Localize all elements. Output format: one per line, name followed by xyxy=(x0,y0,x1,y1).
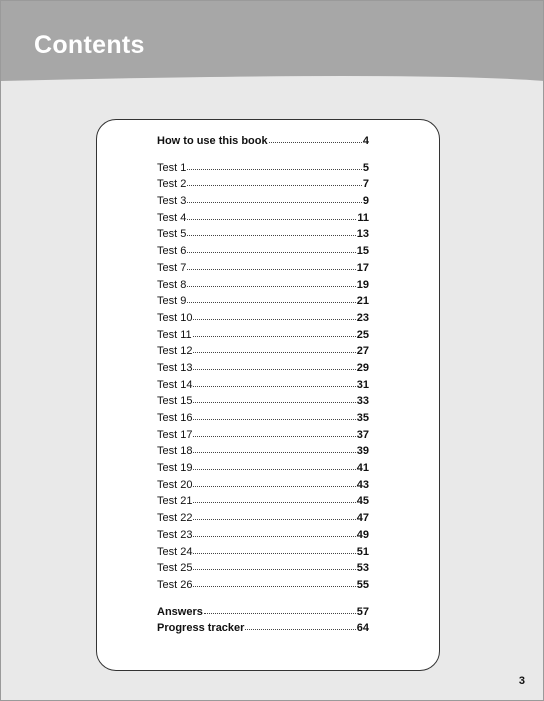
dot-leader xyxy=(193,586,355,587)
toc-entry-test[interactable] xyxy=(157,495,369,512)
toc-entry-test[interactable] xyxy=(157,345,369,362)
toc-entry-label: Test 22 xyxy=(157,512,193,525)
toc-entry-page: 31 xyxy=(356,378,369,391)
dot-leader xyxy=(193,369,355,370)
toc-entry-page: 9 xyxy=(362,195,369,208)
contents-list xyxy=(157,135,369,639)
dot-leader xyxy=(193,319,355,320)
toc-entry-page: 11 xyxy=(357,211,369,224)
toc-entry-test[interactable] xyxy=(157,579,369,596)
toc-entry-page: 64 xyxy=(356,622,369,635)
toc-entry-how-to-use[interactable] xyxy=(157,135,369,152)
toc-entry-label: Test 17 xyxy=(157,428,193,441)
dot-leader xyxy=(187,169,362,170)
dot-leader xyxy=(193,402,355,403)
toc-entry-test[interactable] xyxy=(157,462,369,479)
toc-entry-page: 19 xyxy=(356,278,369,291)
dot-leader xyxy=(187,269,355,270)
toc-entry-page: 27 xyxy=(356,345,369,358)
toc-entry-progress-tracker[interactable] xyxy=(157,622,369,639)
toc-entry-page: 55 xyxy=(356,578,369,591)
dot-leader xyxy=(187,219,356,220)
page-number: 3 xyxy=(518,675,525,687)
toc-entry-test[interactable] xyxy=(157,479,369,496)
toc-entry-label: Test 26 xyxy=(157,578,193,591)
toc-entry-page: 35 xyxy=(356,412,369,424)
dot-leader xyxy=(193,452,355,453)
toc-entry-page: 29 xyxy=(356,361,369,374)
toc-entry-test[interactable] xyxy=(157,329,369,346)
toc-entry-test[interactable] xyxy=(157,445,369,462)
toc-entry-test[interactable] xyxy=(157,395,369,412)
dot-leader xyxy=(193,436,355,437)
toc-entry-label: Test 8 xyxy=(157,278,187,291)
toc-entry-test[interactable] xyxy=(157,245,369,262)
page-title: Contents xyxy=(34,31,145,59)
toc-entry-label: Progress tracker xyxy=(157,622,245,635)
toc-entry-label: Test 5 xyxy=(157,228,187,241)
toc-entry-label: Test 20 xyxy=(157,478,193,491)
toc-entry-page: 5 xyxy=(362,161,369,174)
toc-entry-test[interactable] xyxy=(157,195,369,212)
toc-entry-label: Test 13 xyxy=(157,361,193,374)
toc-entry-page: 33 xyxy=(356,395,369,408)
dot-leader xyxy=(193,386,355,387)
toc-entry-page: 41 xyxy=(356,462,369,475)
dot-leader xyxy=(193,536,355,537)
dot-leader xyxy=(187,252,355,253)
toc-entry-answers[interactable] xyxy=(157,606,369,623)
toc-entry-test[interactable] xyxy=(157,362,369,379)
toc-entry-test[interactable] xyxy=(157,228,369,245)
toc-entry-test[interactable] xyxy=(157,295,369,312)
toc-entry-label: Test 10 xyxy=(157,311,193,324)
dot-leader xyxy=(193,569,355,570)
toc-entry-label: Test 14 xyxy=(157,378,193,391)
dot-leader xyxy=(187,202,362,203)
dot-leader xyxy=(193,336,356,337)
toc-entry-page: 7 xyxy=(362,178,369,191)
dot-leader xyxy=(245,629,355,630)
dot-leader xyxy=(193,486,355,487)
toc-entry-page: 13 xyxy=(356,228,369,241)
toc-entry-label: Test 1 xyxy=(157,161,187,174)
dot-leader xyxy=(187,185,362,186)
toc-entry-page: 21 xyxy=(356,295,369,308)
dot-leader xyxy=(204,613,356,614)
dot-leader xyxy=(193,469,355,470)
toc-entry-label: Test 9 xyxy=(157,295,187,308)
toc-entry-label: Test 3 xyxy=(157,195,187,208)
toc-entry-page: 39 xyxy=(356,445,369,458)
dot-leader xyxy=(269,142,362,143)
toc-entry-label: How to use this book xyxy=(157,135,268,147)
toc-entry-page: 4 xyxy=(362,135,369,147)
toc-entry-test[interactable] xyxy=(157,212,369,229)
toc-entry-test[interactable] xyxy=(157,512,369,529)
toc-entry-label: Test 18 xyxy=(157,445,193,458)
toc-entry-label: Test 6 xyxy=(157,245,187,258)
dot-leader xyxy=(187,286,355,287)
toc-entry-test[interactable] xyxy=(157,546,369,563)
dot-leader xyxy=(193,519,355,520)
toc-entry-label: Test 2 xyxy=(157,178,187,191)
toc-entry-label: Test 16 xyxy=(157,412,193,424)
toc-entry-page: 57 xyxy=(356,605,369,618)
toc-entry-page: 15 xyxy=(356,245,369,258)
toc-entry-test[interactable] xyxy=(157,262,369,279)
toc-entry-page: 49 xyxy=(356,528,369,541)
contents-card xyxy=(96,119,440,671)
toc-entry-page: 23 xyxy=(356,311,369,324)
toc-entry-label: Test 11 xyxy=(157,328,192,341)
dot-leader xyxy=(193,419,355,420)
toc-entry-test[interactable] xyxy=(157,429,369,446)
toc-entry-test[interactable] xyxy=(157,529,369,546)
toc-entry-test[interactable] xyxy=(157,178,369,195)
toc-entry-test[interactable] xyxy=(157,279,369,296)
toc-entry-page: 47 xyxy=(356,512,369,525)
toc-entry-page: 37 xyxy=(356,428,369,441)
toc-entry-test[interactable] xyxy=(157,312,369,329)
toc-entry-label: Test 23 xyxy=(157,528,193,541)
toc-entry-label: Test 21 xyxy=(157,495,193,508)
dot-leader xyxy=(193,553,355,554)
toc-entry-label: Test 12 xyxy=(157,345,193,358)
toc-entry-label: Test 24 xyxy=(157,545,193,558)
toc-entry-test[interactable] xyxy=(157,412,369,429)
dot-leader xyxy=(187,235,355,236)
dot-leader xyxy=(187,302,355,303)
toc-entry-label: Test 19 xyxy=(157,462,193,475)
dot-leader xyxy=(193,352,355,353)
toc-entry-page: 53 xyxy=(356,562,369,575)
toc-entry-label: Test 15 xyxy=(157,395,193,408)
toc-entry-test[interactable] xyxy=(157,162,369,179)
toc-entry-page: 45 xyxy=(356,495,369,508)
toc-entry-page: 51 xyxy=(356,545,369,558)
toc-entry-label: Test 25 xyxy=(157,562,193,575)
toc-entry-label: Test 7 xyxy=(157,261,187,274)
toc-entry-page: 17 xyxy=(356,261,369,274)
toc-entry-test[interactable] xyxy=(157,379,369,396)
toc-entry-label: Answers xyxy=(157,605,203,618)
toc-entry-test[interactable] xyxy=(157,562,369,579)
toc-entry-page: 43 xyxy=(356,478,369,491)
header-band xyxy=(1,1,544,121)
toc-entry-label: Test 4 xyxy=(157,211,187,224)
toc-entry-page: 25 xyxy=(356,328,369,341)
dot-leader xyxy=(193,502,355,503)
